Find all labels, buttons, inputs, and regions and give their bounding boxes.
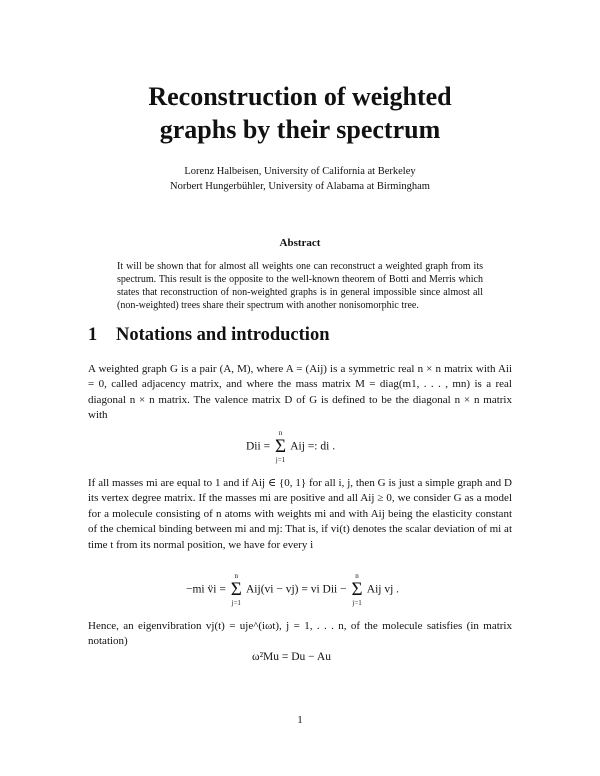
- sum-symbol: n Σ j=1: [351, 572, 363, 607]
- author-block: [0, 164, 600, 194]
- sum-lower-limit: j=1: [231, 599, 241, 607]
- sum-upper-limit: n: [234, 572, 238, 580]
- paragraph-1: A weighted graph G is a pair (A, M), where A = (Aij) is a symmetric real n × n matrix with Aii = 0, called adjacency matrix, and where the mass matrix M = diag(m1, . . . , mn) is a real diagonal n × n matrix. The valence matrix D of G is defined to be the diagonal n × n matrix with: [88, 363, 512, 422]
- sum-lower-limit: j=1: [275, 456, 286, 464]
- abstract-heading: Abstract: [279, 237, 321, 249]
- equation-motion: [186, 572, 399, 608]
- paper-title: [0, 80, 600, 146]
- paragraph-3: Hence, an eigenvibration vj(t) = uje^(iωt), j = 1, . . . n, of the molecule satisfies (in matrix notation): [88, 620, 512, 648]
- author-2: Norbert Hungerbühler, University of Alabama at Birmingham: [170, 181, 430, 192]
- paragraph-2: If all masses mi are equal to 1 and if Aij ∈ {0, 1} for all i, j, then G is just a simple graph and D its vertex degree matrix. If the masses mi are positive and all Aij ≥ 0, we consider G as a model for a molecule consisting of n atoms with weights mi and with Aij being the elasticity constant of the chemical binding between mi and mj: That is, if vi(t) denotes the scalar deviation of mi at time t from its normal position, we have for every i: [88, 477, 512, 551]
- eq2-mid: Aij(vi − vj) = vi Dii −: [246, 583, 350, 596]
- eq1-left: Dii =: [246, 440, 273, 453]
- sum-symbol: n Σ j=1: [274, 429, 286, 464]
- section-number: 1: [88, 325, 98, 345]
- equation-valence: [246, 429, 335, 465]
- eq2-right: Aij vj .: [366, 583, 400, 596]
- sum-upper-limit: n: [355, 572, 359, 580]
- title-line-1: Reconstruction of weighted: [148, 82, 452, 111]
- eq2-left: −mi v̈i =: [186, 583, 229, 596]
- sum-lower-limit: j=1: [352, 599, 362, 607]
- title-line-2: graphs by their spectrum: [159, 115, 441, 144]
- author-1: Lorenz Halbeisen, University of California at Berkeley: [184, 166, 416, 177]
- eq1-right: Aij =: di .: [290, 440, 336, 453]
- sum-symbol: n Σ j=1: [230, 572, 242, 607]
- section-heading: [88, 325, 329, 346]
- page-number: 1: [297, 714, 303, 726]
- equation-eigen: ω²Mu = Du − Au: [252, 651, 331, 663]
- abstract-text: It will be shown that for almost all weights one can reconstruct a weighted graph from its spectrum. This result is the opposite to the well-known theorem of Botti and Merris which states that reconstruction of non-weighted graphs is in general impossible since almost all (non-weighted) trees share their spectrum with another nonisomorphic tree.: [117, 261, 483, 311]
- sum-upper-limit: n: [278, 429, 283, 437]
- section-title: Notations and introduction: [116, 325, 330, 345]
